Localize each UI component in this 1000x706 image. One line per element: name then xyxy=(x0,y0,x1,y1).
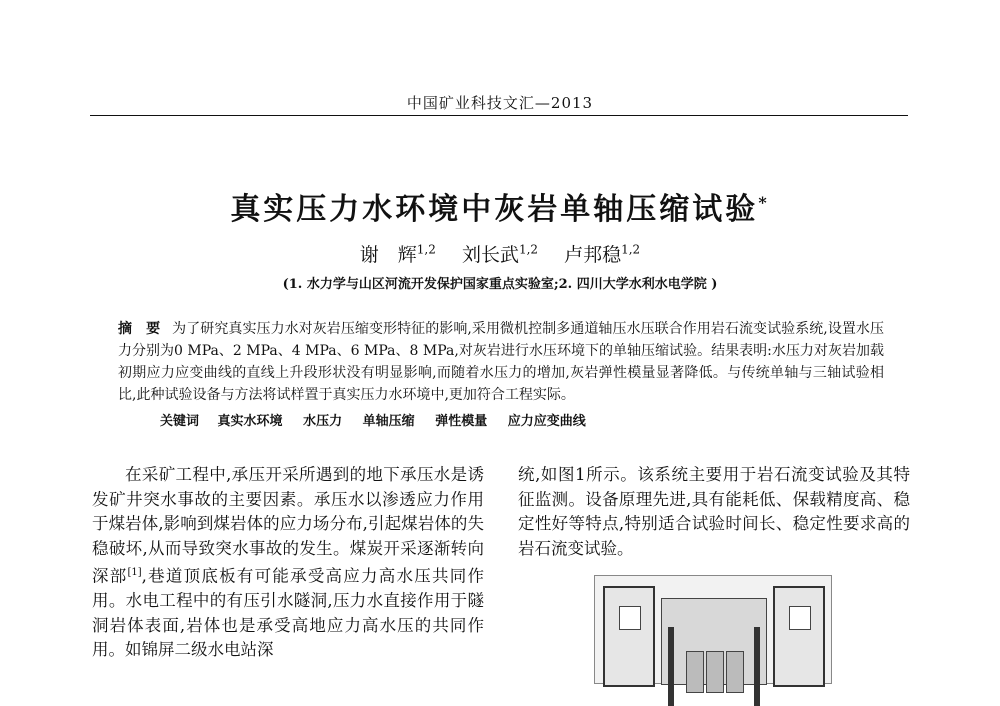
body-text: 在采矿工程中,承压开采所遇到的地下承压水是诱发矿井突水事故的主要因素。承压水以渗透应力作用于煤岩体,影响到煤岩体的应力场分布,引起煤岩体的失稳破坏,从而导致突水事故的发生。煤炭开采逐渐转向深部 xyxy=(92,465,484,586)
keyword: 应力应变曲线 xyxy=(507,414,586,429)
control-panel xyxy=(789,606,811,630)
abstract-text: 为了研究真实压力水对灰岩压缩变形特征的影响,采用微机控制多通道轴压水压联合作用岩石流变试验系统,设置水压力分别为0 MPa、2 MPa、4 MPa、6 MPa、8 MPa,对灰岩进行水压环境下的单轴压缩试验。结果表明:水压力对灰岩加载初期应力应变曲线的直线上升段形状没有明显影响,而随着水压力的增加,灰岩弹性模量显著降低。与传统单轴与三轴试验相比,此种试验设备与方法将试样置于真实压力水环境中,更加符合工程实际。 xyxy=(118,321,884,403)
keywords xyxy=(160,410,602,429)
header-rule xyxy=(90,115,908,116)
keyword: 单轴压缩 xyxy=(362,414,415,429)
author xyxy=(360,244,436,266)
title-footnote-mark: * xyxy=(758,193,770,212)
author-list xyxy=(0,240,1000,267)
title-text: 真实压力水环境中灰岩单轴压缩试验 xyxy=(230,192,759,227)
control-panel xyxy=(619,606,641,630)
equipment-cabinet-left xyxy=(603,586,655,687)
equipment-cabinet-right xyxy=(773,586,825,687)
citation: [1] xyxy=(127,567,142,578)
author-name: 刘长武 xyxy=(461,244,519,266)
author xyxy=(564,244,640,266)
keyword: 真实水环境 xyxy=(217,414,283,429)
author xyxy=(462,244,538,266)
author-affiliation-mark: 1,2 xyxy=(518,242,539,257)
paper-title xyxy=(0,184,1000,228)
author-name: 谢 辉 xyxy=(359,244,417,266)
keywords-label: 关键词 xyxy=(160,414,200,429)
author-affiliation-mark: 1,2 xyxy=(621,242,641,257)
body-column-left xyxy=(92,463,484,663)
affiliations: (1. 水力学与山区河流开发保护国家重点实验室;2. 四川大学水利水电学院 ) xyxy=(282,277,718,292)
frame-column xyxy=(668,627,674,706)
author-affiliation-mark: 1,2 xyxy=(416,242,436,257)
keyword: 弹性模量 xyxy=(435,414,488,429)
pressure-cell xyxy=(726,651,744,693)
frame-column xyxy=(754,627,760,706)
body-column-right: 统,如图1所示。该系统主要用于岩石流变试验及其特征监测。设备原理先进,具有能耗低、保载精度高、稳定性好等特点,特别适合试验时间长、稳定性要求高的岩石流变试验。 xyxy=(518,465,910,558)
abstract xyxy=(118,318,884,406)
pressure-cell xyxy=(686,651,704,693)
abstract-label: 摘 要 xyxy=(118,321,161,337)
body-text: ,巷道顶底板有可能承受高应力高水压共同作用。水电工程中的有压引水隧洞,压力水直接作用于隧洞岩体表面,岩体也是承受高地应力高水压的共同作用。如锦屏二级水电站深 xyxy=(92,566,484,659)
test-frame xyxy=(661,598,767,685)
author-name: 卢邦稳 xyxy=(564,244,622,266)
keyword: 水压力 xyxy=(303,414,343,429)
journal-header: 中国矿业科技文汇—2013 xyxy=(406,94,594,112)
equipment-photo xyxy=(594,575,832,684)
pressure-cell xyxy=(706,651,724,693)
